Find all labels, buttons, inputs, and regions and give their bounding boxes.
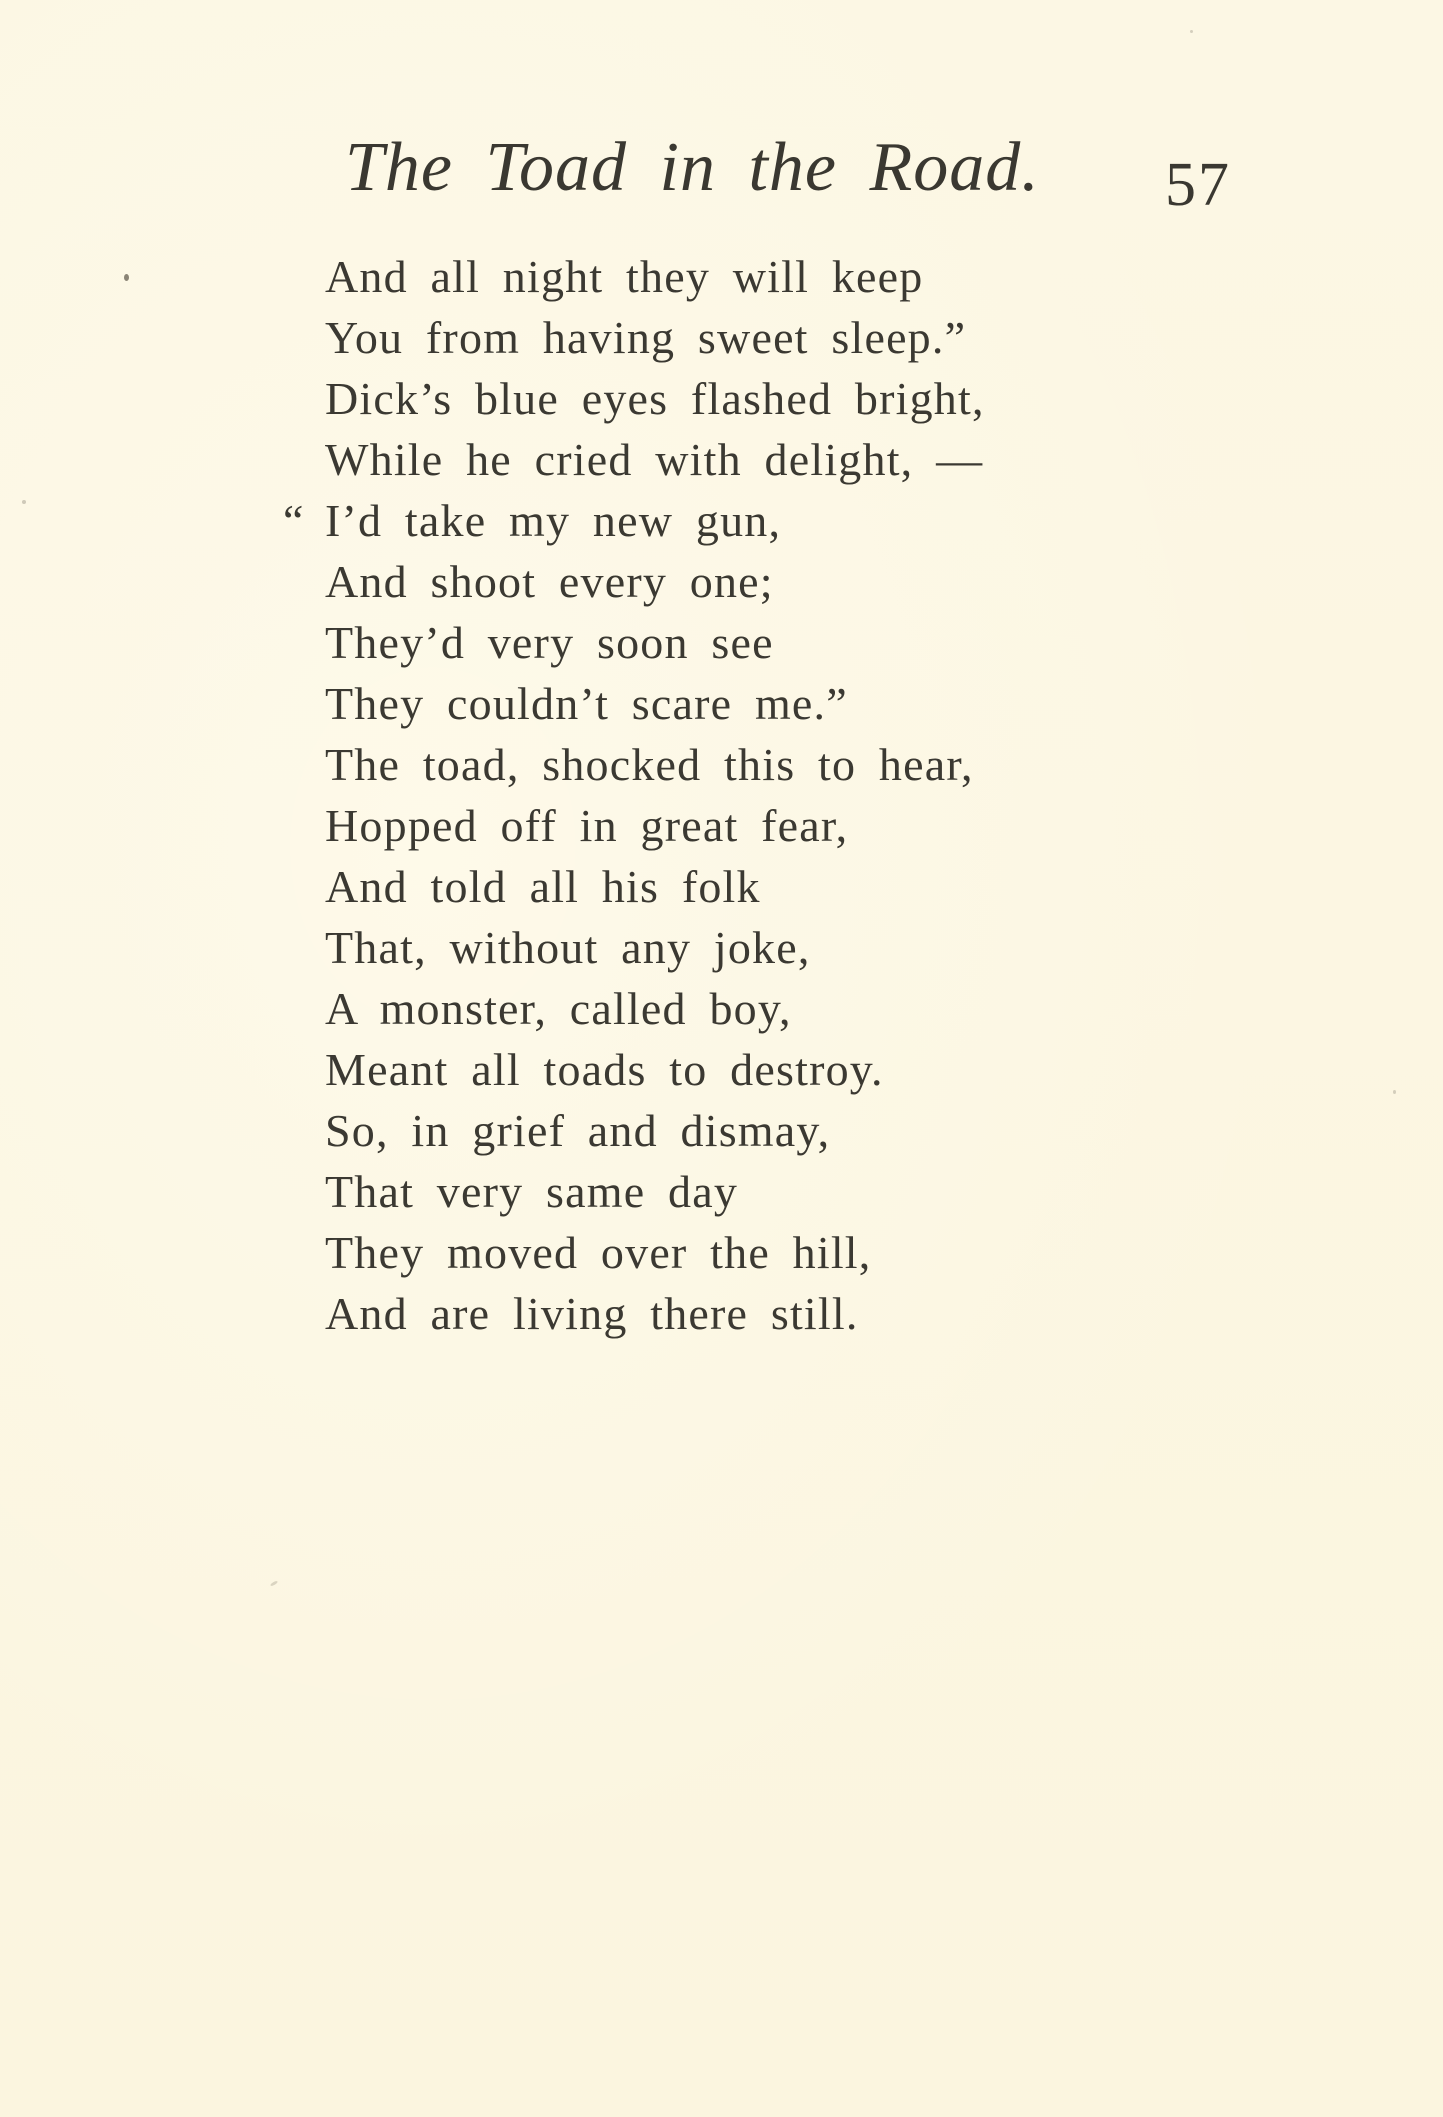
poem-line: They’d very soon see — [325, 617, 774, 668]
page-number: 57 — [1165, 151, 1231, 219]
paper-speck — [22, 500, 26, 504]
poem-line: Hopped off in great fear, — [325, 800, 849, 851]
running-title: The Toad in the Road. — [345, 129, 1040, 206]
poem-line: And are living there still. — [325, 1288, 859, 1339]
poem-line: That very same day — [325, 1166, 739, 1217]
paper-speck — [270, 1580, 278, 1587]
poem-line: And all night they will keep — [325, 251, 924, 302]
poem-line: Meant all toads to destroy. — [325, 1044, 884, 1095]
opening-quote-mark: “ — [283, 495, 305, 546]
poem-stanza — [283, 246, 985, 1344]
poem-line: Dick’s blue eyes flashed bright, — [325, 373, 985, 424]
poem-line: So, in grief and dismay, — [325, 1105, 831, 1156]
paper-speck — [1190, 30, 1193, 33]
poem-line: A monster, called boy, — [325, 983, 792, 1034]
poem-line-text: I’d take my new gun, — [325, 495, 782, 546]
poem-line: They moved over the hill, — [325, 1227, 872, 1278]
poem-line: They couldn’t scare me.” — [325, 678, 848, 729]
poem-line: You from having sweet sleep.” — [325, 312, 967, 363]
poem-line-quoted — [283, 490, 985, 551]
poem-line: While he cried with delight, — — [325, 434, 984, 485]
poem-line: And shoot every one; — [325, 556, 774, 607]
paper-speck — [1393, 1090, 1396, 1094]
poem-line: That, without any joke, — [325, 922, 811, 973]
poem-line: And told all his folk — [325, 861, 761, 912]
paper-speck — [124, 274, 129, 281]
poem-line: The toad, shocked this to hear, — [325, 739, 974, 790]
